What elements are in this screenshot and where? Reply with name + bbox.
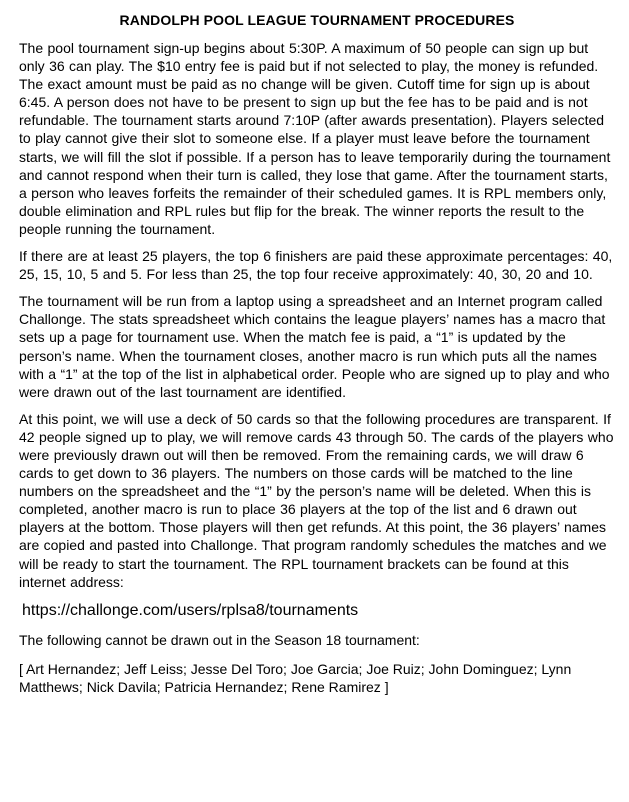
brackets-url: https://challonge.com/users/rplsa8/tournaments [22, 601, 359, 619]
paragraph-signup-rules: The pool tournament sign-up begins about 5:30P. A maximum of 50 people can sign up but only 36 can play. The $10 entry fee is paid but if not selected to play, the money is refunded. The exact amount must be paid as no change will be given. Cutoff time for sign up is about 6:45. A person does not have to be present to sign up but the fee has to be paid and is not refundable. The tournament starts around 7:10P (after awards presentation). Players selected to play cannot give their slot to someone else. If a player must leave before the tournament starts, we will fill the slot if possible. If a person has to leave temporarily during the tournament and cannot respond when their turn is called, they lose that game. After the tournament starts, a person who leaves forfeits the remainder of their scheduled games. It is RPL members only, double elimination and RPL rules but flip for the break. The winner reports the result to the people running the tournament. [19, 40, 611, 237]
document-title: RANDOLPH POOL LEAGUE TOURNAMENT PROCEDURES [119, 12, 515, 28]
drawn-out-list: [ Art Hernandez; Jeff Leiss; Jesse Del Toro; Joe Garcia; Joe Ruiz; John Dominguez; Lynn Matthews; Nick Davila; Patricia Hernandez; Rene Ramirez ] [19, 660, 572, 695]
paragraph-card-draw: At this point, we will use a deck of 50 cards so that the following procedures are transparent. If 42 people signed up to play, we will remove cards 43 through 50. The cards of the players who were previously drawn out will then be removed. From the remaining cards, we will draw 6 cards to get down to 36 players. The numbers on those cards will be matched to the line numbers on the spreadsheet and the “1” by the person’s name will be deleted. When this is completed, another macro is run to place 36 players at the top of the list and 6 drawn out players at the bottom. Those players will then get refunds. At this point, the 36 players’ names are copied and pasted into Challonge. That program randomly schedules the matches and we will be ready to start the tournament. The RPL tournament brackets can be found at this internet address: [19, 410, 614, 590]
paragraph-payouts: If there are at least 25 players, the top 6 finishers are paid these approximate percentages: 40, 25, 15, 10, 5 and 5. For less than 25, the top four receive approximately: 40, 30, 20 and 10. [19, 248, 613, 283]
drawn-out-intro: The following cannot be drawn out in the Season 18 tournament: [19, 631, 420, 648]
paragraph-laptop-process: The tournament will be run from a laptop using a spreadsheet and an Internet program called Challonge. The stats spreadsheet which contains the league players’ names has a macro that sets up a page for tournament use. When the match fee is paid, a “1” is updated by the person’s name. When the tournament closes, another macro is run which puts all the names with a “1” at the top of the list in alphabetical order. People who are signed up to play and who were drawn out of the last tournament are identified. [19, 293, 610, 400]
